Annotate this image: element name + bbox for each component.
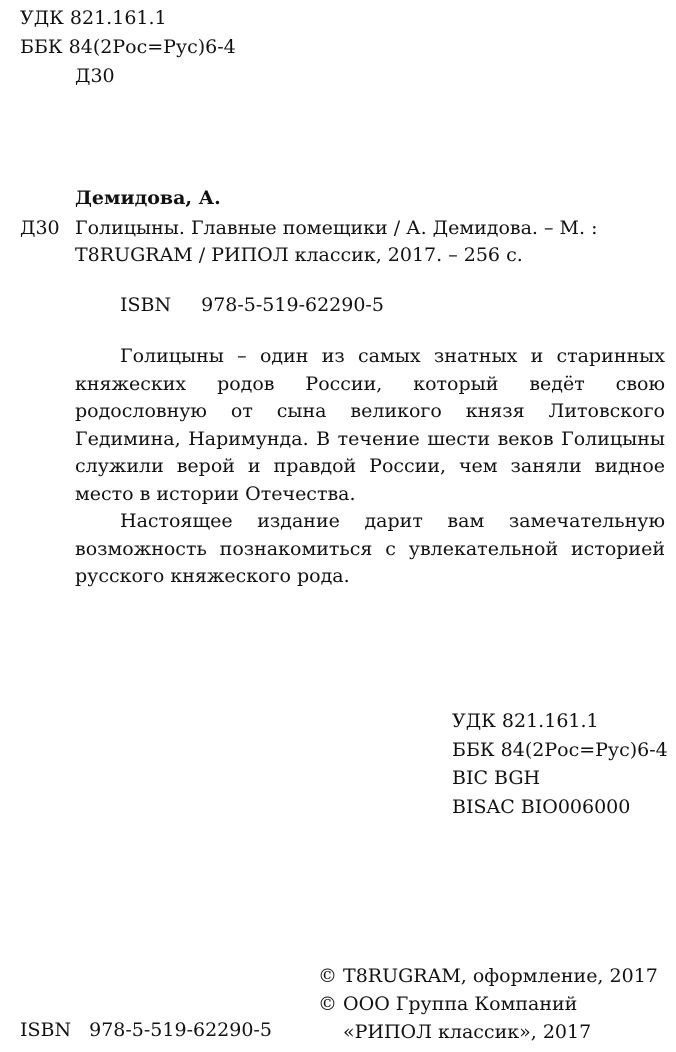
author-name: Демидова, А. [75,187,221,209]
isbn-label: ISBN [120,294,172,316]
bbk-code-top: ББК 84(2Рос=Рус)6-4 [20,36,236,58]
bibliographic-line-2: T8RUGRAM / РИПОЛ классик, 2017. – 256 с. [75,244,523,266]
copyright-line-3: «РИПОЛ классик», 2017 [343,1021,592,1043]
bic-code: BIC BGH [452,767,541,789]
abstract [75,343,665,591]
isbn-footer-number: 978-5-519-62290-5 [89,1019,272,1041]
isbn-number: 978-5-519-62290-5 [201,294,384,316]
classification-block [452,707,668,821]
isbn-footer-label: ISBN [20,1019,72,1041]
bibliographic-line-1: Голицыны. Главные помещики / А. Демидова. – М. : [75,217,598,239]
author-mark-top: Д30 [75,65,115,87]
abstract-paragraph-1: Голицыны – один из самых знатных и старинных княжеских родов России, который ведёт свою родословную от сына великого князя Литовского Гедимина, Наримунда. В течение шести веков Голицыны служили верой и правдой России, чем заняли видное место в истории Отечества. [75,345,665,505]
copyright-line-2: © ООО Группа Компаний [318,993,578,1015]
abstract-paragraph-2: Настоящее издание дарит вам замечательную возможность познакомиться с увлекательной историей русского княжеского рода. [75,510,665,587]
isbn-record [120,293,384,317]
copyright-line-1: © T8RUGRAM, оформление, 2017 [318,965,658,987]
bisac-code: BISAC BIO006000 [452,795,631,818]
udk-code-top: УДК 821.161.1 [20,7,167,29]
isbn-footer [20,1018,272,1042]
copyright-block [318,962,658,1046]
author-mark-left: Д30 [20,217,60,239]
bbk-code: ББК 84(2Рос=Рус)6-4 [452,738,668,761]
udk-code: УДК 821.161.1 [452,710,599,732]
